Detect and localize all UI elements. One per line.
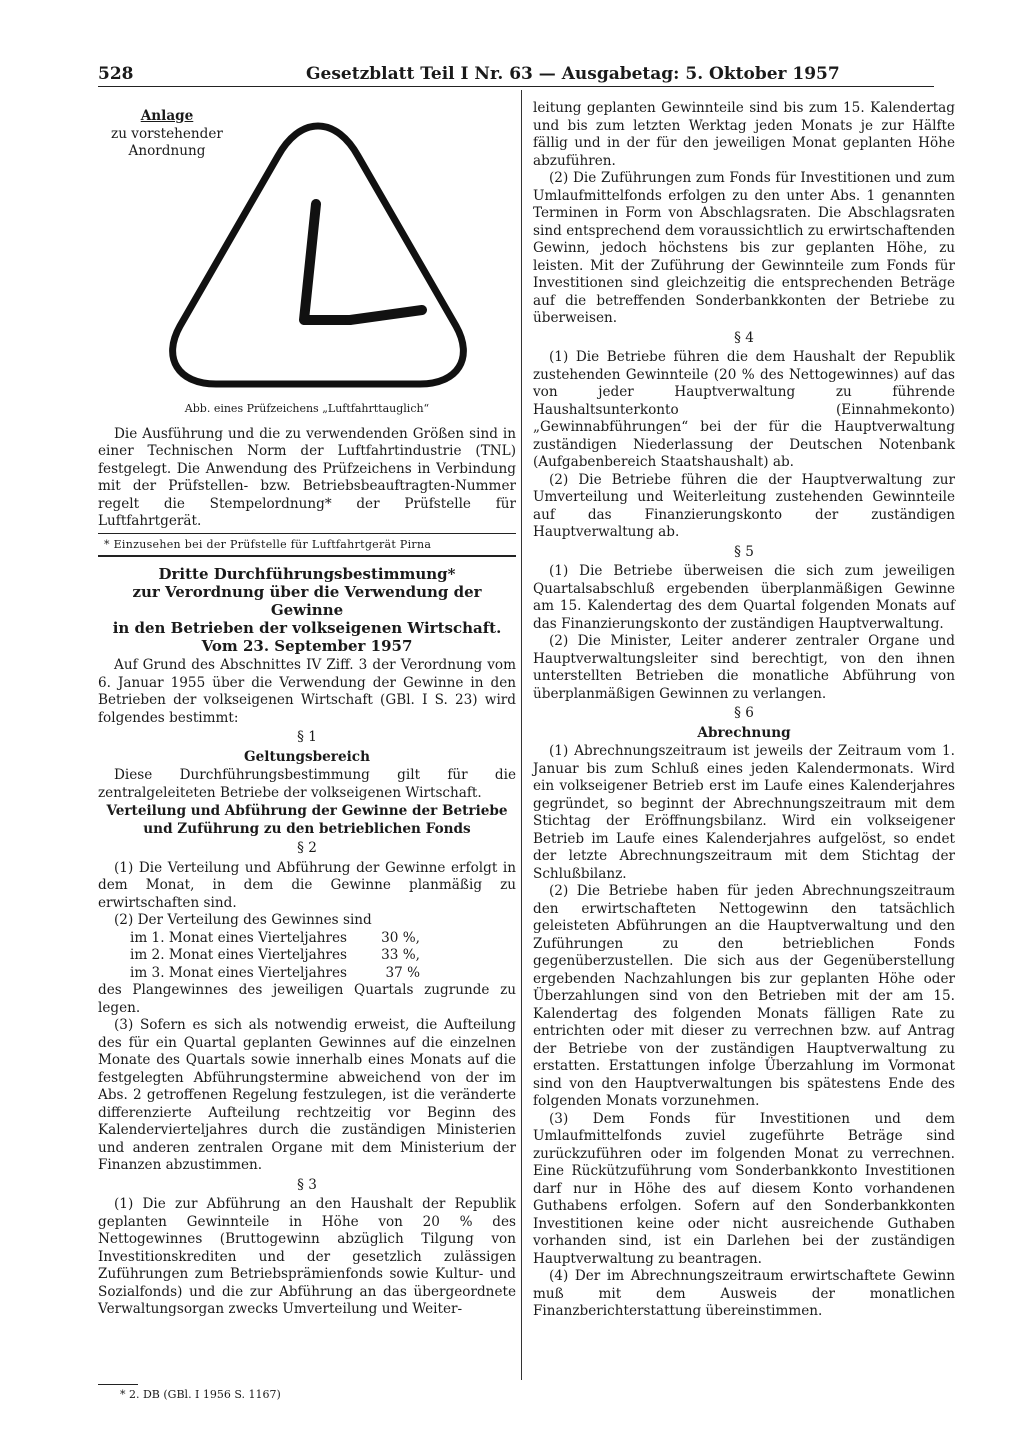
list-item: [98, 930, 516, 948]
section-2-para-1: (1) Die Verteilung und Abführung der Gewinne erfolgt in dem Monat, in dem die Gewinne planmäßig zu erwirtschaften sind.: [98, 859, 516, 911]
list-item-label: im 3. Monat eines Vierteljahres: [130, 964, 348, 981]
section-3-para-1-end: leitung geplanten Gewinnteile sind bis zum 15. Kalendertag und bis zum letzten Werktag jeden Monats je zur Hälfte fällig und in der für den jeweiligen Monat geplanten Höhe abzuführen.: [533, 100, 955, 169]
list-item-value: 33 %,: [381, 947, 420, 963]
part-title: Verteilung und Abführung der Gewinne der Betriebe und Zuführung zu den betrieblichen Fonds: [106, 803, 508, 837]
decree-preamble: Auf Grund des Abschnittes IV Ziff. 3 der Verordnung vom 6. Januar 1955 über die Verwendung der Gewinne in den Betrieben der volkseigenen Wirtschaft (GBl. I S. 23) wird folgendes bestimmt:: [98, 657, 516, 726]
list-item-label: im 1. Monat eines Vierteljahres: [130, 929, 348, 946]
left-column: [98, 108, 516, 1319]
pruefzeichen-triangle-icon: [158, 114, 478, 394]
anlage-subtitle-2: Anordnung: [128, 143, 206, 159]
anlage-subtitle-1: zu vorstehender: [111, 125, 223, 142]
decree-title-line-1: Dritte Durchführungsbestimmung*: [158, 565, 456, 583]
section-6-para-2: (2) Die Betriebe haben für jeden Abrechnungszeitraum den erwirtschafteten Nettogewinn den tatsächlich geleisteten Abführungen an die Hauptverwaltung und den Zuführungen zu den betrieblichen Fonds gegenüberzustellen. Die sich aus der Gegenüberstellung ergebenden Nachzahlungen bis zur geplanten Höhe oder Überzahlungen sind von den Betrieben mit der am 15. Kalendertag des folgenden Monats fälligen Rate zu entrichten oder mit dieser zu verrechnen bzw. auf Antrag der Betriebe von der zuständigen Hauptverwaltung zu erstatten. Erstattungen infolge Überzahlung im Vormonat sind von den Hauptverwaltungen bis spätestens Ende des folgenden Monats vorzunehmen.: [533, 883, 955, 1109]
right-column: [533, 100, 955, 1321]
section-2-para-3: (3) Sofern es sich als notwendig erweist, die Aufteilung des für ein Quartal geplanten Gewinnes auf die einzelnen Monate des Quartals sowie innerhalb eines Monats auf die festgelegten Abführungstermine abweichend von der im Abs. 2 getroffenen Regelung festzulegen, ist die veränderte differenzierte Aufteilung rechtzeitig vor Beginn des Kalendervierteljahres durch die zuständigen Ministerien und anderen zentralen Organe mit dem Ministerium der Finanzen abzustimmen.: [98, 1017, 516, 1173]
list-item: [98, 965, 516, 983]
section-4-para-1: (1) Die Betriebe führen die dem Haushalt der Republik zustehenden Gewinnteile (20 % des Nettogewinnes) auf das von jeder Hauptverwaltung zu führende Haushaltsunterkonto (Einnahmekonto) „Gewinnabführungen“ bei der für die Hauptverwaltung zuständigen Niederlassung der Deutschen Notenbank (Aufgabenbereich Staatshaushalt) ab.: [533, 349, 955, 470]
section-4-number: § 4: [734, 329, 754, 346]
list-item-label: im 2. Monat eines Vierteljahres: [130, 947, 348, 963]
section-6-para-3: (3) Dem Fonds für Investitionen und dem Umlaufmittelfonds zuviel zugeführte Beträge sind zurückzuführen oder im folgenden Monat zu verrechnen. Eine Rückützuführung vom Sonderbankkonto Investitionen darf nur in Höhe des auf diesem Konto vorhandenen Guthabens erfolgen. Sofern auf den Sonderbankkonten Investitionen keine oder nicht ausreichende Guthaben vorhanden sind, ist ein Darlehen bei der zuständigen Hauptverwaltung zu beantragen.: [533, 1110, 955, 1267]
section-2-para-2-intro: (2) Der Verteilung des Gewinnes sind: [114, 912, 372, 928]
section-6-para-4: (4) Der im Abrechnungszeitraum erwirtschaftete Gewinn muß mit dem Ausweis der monatlichen Finanzberichterstattung übereinstimmen.: [533, 1268, 955, 1319]
section-5-para-2: (2) Die Minister, Leiter anderer zentraler Organe und Hauptverwaltungsleiter sind berechtigt, von den ihnen unterstellten Betrieben die monatliche Abführung von überplanmäßigen Gewinnen zu verlangen.: [533, 633, 955, 702]
anlage-footnote: * Einzusehen bei der Prüfstelle für Luftfahrtgerät Pirna: [104, 537, 432, 551]
column-divider: [521, 90, 522, 1380]
section-1-title: Geltungsbereich: [244, 748, 370, 765]
list-item: [98, 947, 516, 965]
decree-title-line-3: in den Betrieben der volkseigenen Wirtschaft.: [112, 619, 502, 637]
section-rule: [98, 555, 516, 557]
decree-footnote: * 2. DB (GBl. I 1956 S. 1167): [120, 1388, 281, 1401]
decree-date: Vom 23. September 1957: [201, 637, 413, 655]
emblem-caption: Abb. eines Prüfzeichens „Luftfahrttauglich“: [184, 402, 430, 415]
section-5-para-1: (1) Die Betriebe überweisen die sich zum jeweiligen Quartalsabschluß ergebenden überplanmäßigen Gewinne am 15. Kalendertag des dem Quartal folgenden Monats auf das Finanzierungskonto der zuständigen Hauptverwaltung.: [533, 563, 955, 632]
list-item-value: 37 %: [385, 964, 420, 981]
section-4-para-2: (2) Die Betriebe führen die der Hauptverwaltung zur Umverteilung und Weiterleitung zustehenden Gewinnteile auf das Finanzierungskonto der zuständigen Hauptverwaltung ab.: [533, 471, 955, 540]
section-2-number: § 2: [297, 840, 317, 856]
gazette-header-title: Gesetzblatt Teil I Nr. 63 — Ausgabetag: 5. Oktober 1957: [306, 64, 840, 84]
list-item-value: 30 %,: [381, 929, 420, 946]
section-2-para-2-end: des Plangewinnes des jeweiligen Quartals zugrunde zu legen.: [98, 982, 516, 1016]
decree-title: [98, 565, 516, 655]
bottom-footnote-rule: [98, 1384, 138, 1385]
anlage-title: Anlage: [140, 108, 194, 124]
page-number: 528: [98, 64, 134, 84]
section-6-number: § 6: [734, 705, 754, 721]
section-3-para-1-start: (1) Die zur Abführung an den Haushalt der Republik geplanten Gewinnteile in Höhe von 20 % des Nettogewinnes (Bruttogewinn abzüglich Tilgung von Investitionskrediten und der gesetzlich zulässigen Zuführungen zum Betriebsprämienfonds sowie Kultur- und Sozialfonds) und die zur Abführung an das übergeordnete Verwaltungsorgan zwecks Umverteilung und Weiter-: [98, 1196, 516, 1317]
section-5-number: § 5: [734, 543, 754, 560]
decree-title-line-2: zur Verordnung über die Verwendung der Gewinne: [132, 583, 482, 619]
header-rule: [98, 86, 934, 87]
anlage-block: [98, 108, 516, 392]
anlage-text: Die Ausführung und die zu verwendenden Größen sind in einer Technischen Norm der Luftfahrtindustrie (TNL) festgelegt. Die Anwendung des Prüfzeichens in Verbindung mit der Prüfstellen- bzw. Betriebsbeauftragten-Nummer regelt die Stempelordnung* der Prüfstelle für Luftfahrtgerät.: [98, 425, 516, 529]
section-3-number: § 3: [297, 1176, 317, 1193]
section-6-para-1: (1) Abrechnungszeitraum ist jeweils der Zeitraum vom 1. Januar bis zum Schluß eines jeden Kalendermonats. Wird ein volkseigener Betrieb erst im Laufe eines Kalenderjahres gegründet, so beginnt der Abrechnungszeitraum mit dem Stichtag der Eröffnungsbilanz. Wird ein volkseigener Betrieb im Laufe eines Kalenderjahres aufgelöst, so endet der letzte Abrechnungszeitraum mit dem Stichtag der Schlußbilanz.: [533, 743, 955, 882]
section-6-title: Abrechnung: [697, 724, 791, 741]
section-1-text: Diese Durchführungsbestimmung gilt für die zentralgeleiteten Betriebe der volkseigenen Wirtschaft.: [98, 767, 516, 801]
section-1-number: § 1: [297, 729, 317, 745]
section-3-para-2: (2) Die Zuführungen zum Fonds für Investitionen und zum Umlaufmittelfonds erfolgen zu den unter Abs. 1 genannten Terminen in Form von Abschlagsraten. Die Abschlagsraten sind entsprechend dem voraussichtlich zu erwirtschaftenden Gewinn, jedoch höchstens bis zur geplanten Höhe, zu leisten. Mit der Zuführung der Gewinnteile zum Fonds für Investitionen sind gleichzeitig die entsprechenden Beträge auf die betreffenden Sonderbankkonten der Betriebe zu überweisen.: [533, 170, 955, 326]
